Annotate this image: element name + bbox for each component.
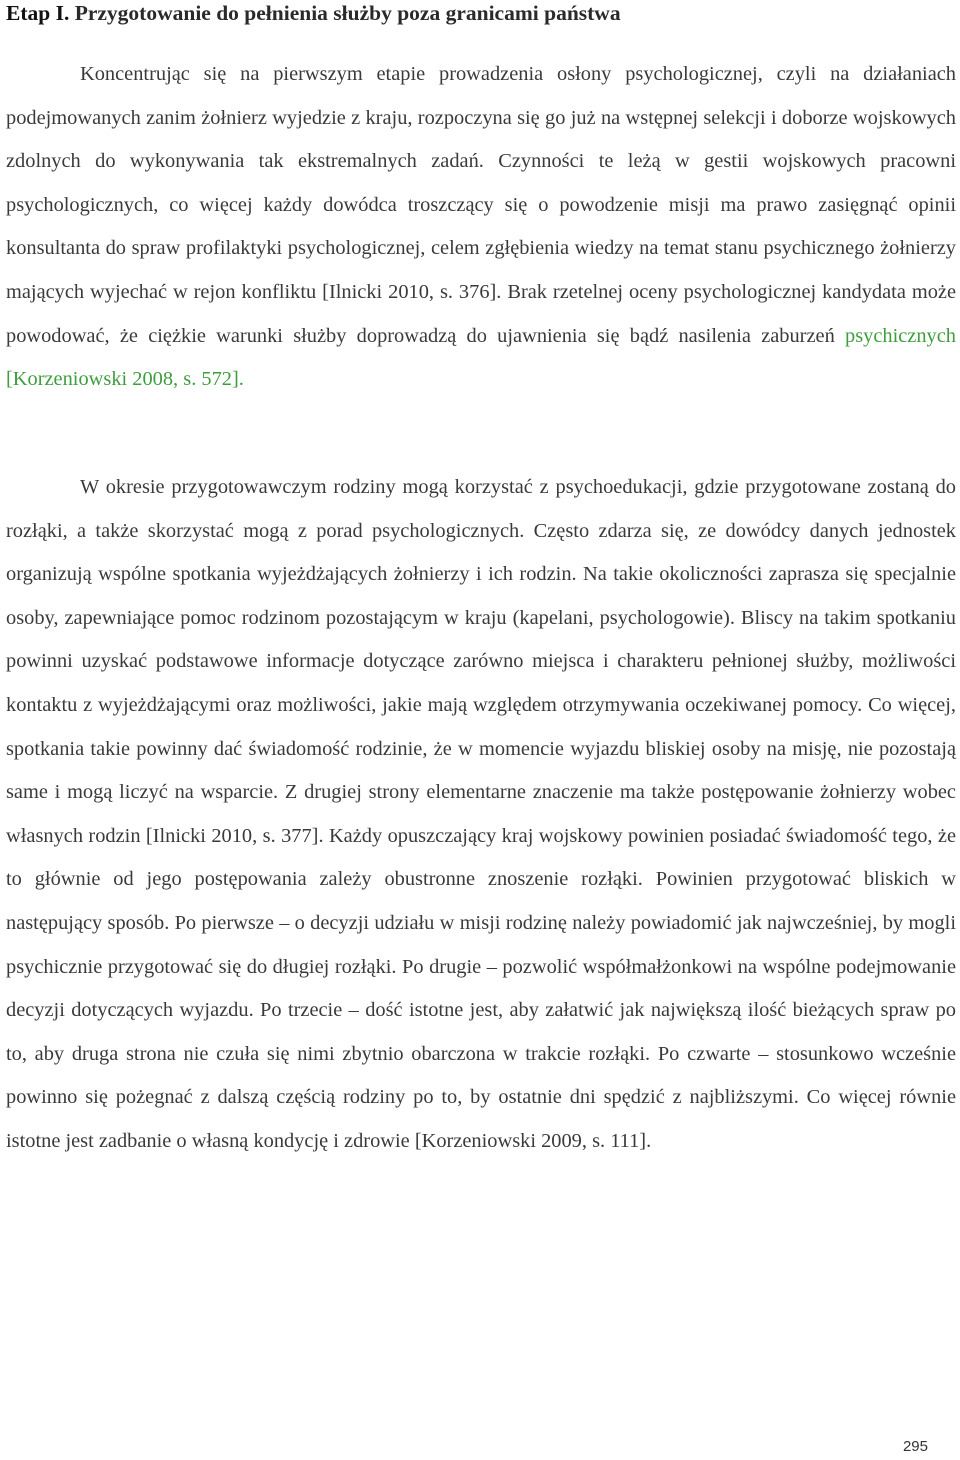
paragraph-2 <box>6 466 956 1164</box>
section-heading-label: Etap I. <box>6 1 70 25</box>
section-heading-title: Przygotowanie do pełnienia służby poza granicami państwa <box>74 1 621 25</box>
paragraph-2-text: W okresie przygotowawczym rodziny mogą korzystać z psychoedukacji, gdzie przygotowane zostaną do rozłąki, a także skorzystać mogą z porad psychologicznych. Często zdarza się, ze dowódcy danych jednostek organizują wspólne spotkania wyjeżdżających żołnierzy i ich rodzin. Na takie okoliczności zaprasza się specjalnie osoby, zapewniające pomoc rodzinom pozostającym w kraju (kapelani, psychologowie). Bliscy na takim spotkaniu powinni uzyskać podstawowe informacje dotyczące zarówno miejsca i charakteru pełnionej służby, możliwości kontaktu z wyjeżdżającymi oraz możliwości, jakie mają względem otrzymywania oczekiwanej pomocy. Co więcej, spotkania takie powinny dać świadomość rodzinie, że w momencie wyjazdu bliskiej osoby na misję, nie pozostają same i mogą liczyć na wsparcie. Z drugiej strony elementarne znaczenie ma także postępowanie żołnierzy wobec własnych rodzin [Ilnicki 2010, s. 377]. Każdy opuszczający kraj wojskowy powinien posiadać świadomość tego, że to głównie od jego postępowania zależy obustronne znoszenie rozłąki. Powinien przygotować bliskich w następujący sposób. Po pierwsze – o decyzji udziału w misji rodzinę należy powiadomić jak najwcześniej, by mogli psychicznie przygotować się do długiej rozłąki. Po drugie – pozwolić współmałżonkowi na wspólne podejmowanie decyzji dotyczących wyjazdu. Po trzecie – dość istotne jest, aby załatwić jak największą ilość bieżących spraw po to, aby druga strona nie czuła się nimi zbytnio obarczona w trakcie rozłąki. Po czwarte – stosunkowo wcześnie powinno się pożegnać z dalszą częścią rodziny po to, by ostatnie dni spędzić z najbliższymi. Co więcej równie istotne jest zadbanie o własną kondycję i zdrowie [Korzeniowski 2009, s. 111]. <box>6 476 956 1152</box>
paragraph-1-text: Koncentrując się na pierwszym etapie prowadzenia osłony psychologicznej, czyli na działaniach podejmowanych zanim żołnierz wyjedzie z kraju, rozpoczyna się go już na wstępnej selekcji i doborze wojskowych zdolnych do wykonywania tak ekstremalnych zadań. Czynności te leżą w gestii wojskowych pracowni psychologicznych, co więcej każdy dowódca troszczący się o powodzenie misji ma prawo zasięgnąć opinii konsultanta do spraw profilaktyki psychologicznej, celem zgłębienia wiedzy na temat stanu psychicznego żołnierzy mających wyjechać w rejon konfliktu [Ilnicki 2010, s. 376]. Brak rzetelnej oceny psychologicznej kandydata może powodować, że ciężkie warunki służby doprowadzą do ujawnienia się bądź nasilenia zaburzeń <box>6 63 956 347</box>
page-number: 295 <box>902 1438 928 1455</box>
paragraph-1-citation-highlight: psychicznych [Korzeniowski 2008, s. 572]. <box>6 324 956 391</box>
paragraph-1 <box>6 53 956 402</box>
section-heading <box>6 0 956 26</box>
